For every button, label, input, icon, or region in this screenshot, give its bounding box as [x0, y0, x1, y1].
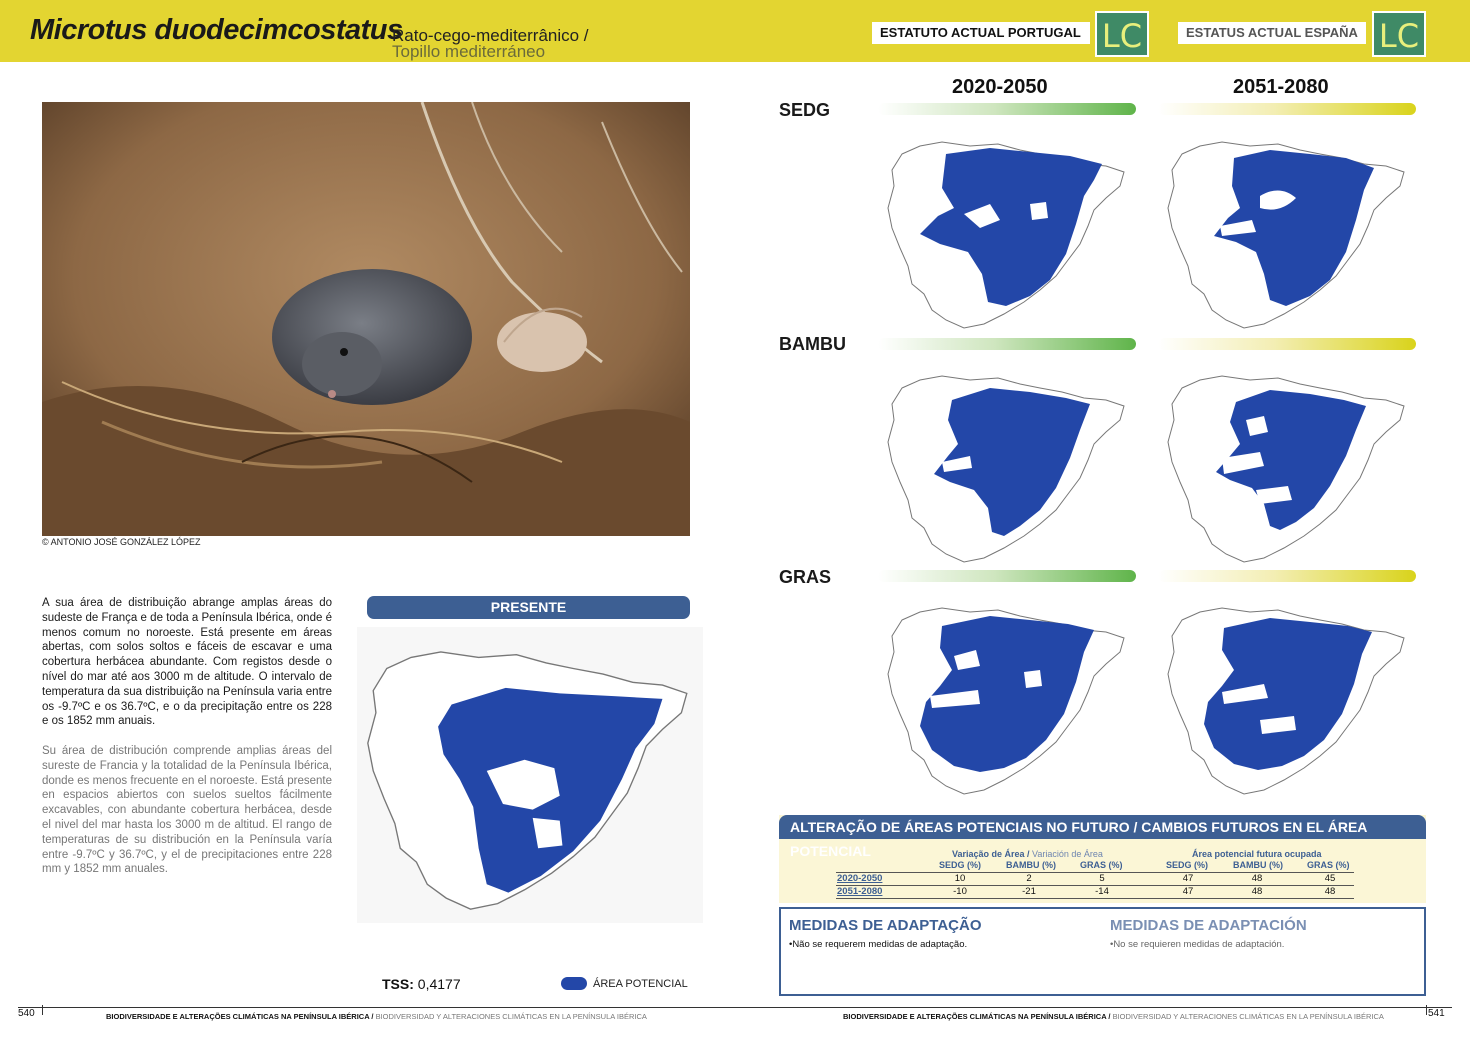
photo-credit: © ANTONIO JOSÉ GONZÁLEZ LÓPEZ: [42, 537, 201, 547]
running-footer-left: BIODIVERSIDADE E ALTERAÇÕES CLIMÁTICAS NA PENÍNSULA IBÉRICA / BIODIVERSIDAD Y ALTERACIONES CLIMÁTICAS EN LA PENÍNSULA IBÉRICA: [106, 1012, 647, 1021]
sedg-bar-2051: [1158, 103, 1416, 115]
col-header: BAMBU (%): [1006, 860, 1056, 870]
common-name-pt: Rato-cego-mediterrânico /: [392, 26, 589, 45]
map-bambu-2051-2080: [1160, 358, 1416, 572]
bambu-bar-2051: [1158, 338, 1416, 350]
footer-tick: [1426, 1005, 1427, 1015]
table-cell: 48: [1251, 886, 1263, 897]
row-label-2020-2050: 2020-2050: [837, 873, 883, 884]
adaptation-title-pt: MEDIDAS DE ADAPTAÇÃO: [789, 917, 982, 934]
presente-map: [357, 627, 703, 923]
footer-rule: [18, 1007, 1452, 1008]
period-2051-2080: 2051-2080: [1233, 76, 1329, 98]
model-sedg-label: SEDG: [779, 100, 831, 120]
col-header: GRAS (%): [1307, 860, 1350, 870]
model-bambu-label: BAMBU: [779, 334, 846, 354]
table-cell: 5: [1099, 873, 1105, 884]
species-photo: [42, 102, 690, 536]
legend-swatch: [561, 977, 587, 990]
page-number-right: 541: [1428, 1008, 1445, 1019]
status-portugal-badge: LC: [1095, 11, 1149, 57]
map-sedg-2051-2080: [1160, 124, 1416, 338]
change-table-title: ALTERAÇÃO DE ÁREAS POTENCIAIS NO FUTURO / CAMBIOS FUTUROS EN EL ÁREA POTENCIAL: [779, 815, 1426, 839]
status-spain-label: ESTATUS ACTUAL ESPAÑA: [1178, 22, 1366, 44]
table-cell: 48: [1324, 886, 1336, 897]
table-cell: 10: [954, 873, 966, 884]
map-gras-2020-2050: [880, 590, 1136, 804]
status-portugal-label: ESTATUTO ACTUAL PORTUGAL: [872, 22, 1090, 44]
adaptation-text-es: •No se requieren medidas de adaptación.: [1110, 939, 1285, 950]
legend-label: ÁREA POTENCIAL: [593, 978, 688, 990]
table-cell: 2: [1026, 873, 1032, 884]
row-label-2051-2080: 2051-2080: [837, 886, 883, 897]
map-gras-2051-2080: [1160, 590, 1416, 804]
bambu-bar-2020: [878, 338, 1136, 350]
presente-title: PRESENTE: [367, 596, 690, 619]
tss-score: TSS: 0,4177: [382, 976, 461, 992]
col-header: SEDG (%): [939, 860, 982, 870]
col-header: GRAS (%): [1080, 860, 1123, 870]
map-bambu-2020-2050: [880, 358, 1136, 572]
common-name-es: Topillo mediterráneo: [392, 42, 546, 61]
table-cell: 48: [1251, 873, 1263, 884]
table-cell: -21: [1022, 886, 1036, 897]
group-heading-variation: Variação de Área / Variación de Área: [952, 849, 1103, 859]
group-heading-occupied: Área potencial futura ocupada: [1192, 849, 1322, 859]
table-cell: 47: [1182, 886, 1194, 897]
col-header: SEDG (%): [1166, 860, 1209, 870]
footer-tick: [42, 1005, 43, 1015]
adaptation-panel: [779, 907, 1426, 996]
running-footer-right: BIODIVERSIDADE E ALTERAÇÕES CLIMÁTICAS NA PENÍNSULA IBÉRICA / BIODIVERSIDAD Y ALTERACIONES CLIMÁTICAS EN LA PENÍNSULA IBÉRICA: [843, 1012, 1384, 1021]
col-header: BAMBU (%): [1233, 860, 1283, 870]
page-number-left: 540: [18, 1008, 35, 1019]
status-spain-badge: LC: [1372, 11, 1426, 57]
table-cell: 45: [1324, 873, 1336, 884]
model-gras-label: GRAS: [779, 567, 832, 587]
adaptation-title-es: MEDIDAS DE ADAPTACIÓN: [1110, 917, 1307, 934]
table-cell: -10: [953, 886, 967, 897]
table-rule: [836, 898, 1354, 899]
description-pt: A sua área de distribuição abrange amplas áreas do sudeste de França e de toda a Península Ibérica, onde é menos comum no noroeste. Está presente em áreas abertas, com solos soltos e fáceis de escavar e uma cobertura herbácea abundante. Com registos desde o nível do mar até aos 3000 m de altitude. O intervalo de temperatura da sua distribuição na Península varia entre os -9.7ºC e os 36.7ºC, e o da precipitação entre os 228 e os 1852 mm anuais.: [42, 597, 332, 728]
sedg-bar-2020: [878, 103, 1136, 115]
table-cell: -14: [1095, 886, 1109, 897]
adaptation-text-pt: •Não se requerem medidas de adaptação.: [789, 939, 968, 950]
map-sedg-2020-2050: [880, 124, 1136, 338]
table-cell: 47: [1182, 873, 1194, 884]
period-2020-2050: 2020-2050: [952, 76, 1048, 98]
description-es: Su área de distribución comprende amplias áreas del sureste de Francia y la totalidad de la Península Ibérica, donde es menos frecuente en el noroeste. Está presente en espacios abiertos con suelos sueltos fácilmente excavables, con abundante cobertura herbácea, desde el nivel del mar hasta los 3000 m de altitud. El rango de temperaturas de su distribución en la Península varía entre -9.7ºC y 36.7ºC, y el de precipitaciones entre 228 mm y 1852 mm anuales.: [42, 745, 332, 876]
species-name: Microtus duodecimcostatus: [30, 14, 403, 46]
